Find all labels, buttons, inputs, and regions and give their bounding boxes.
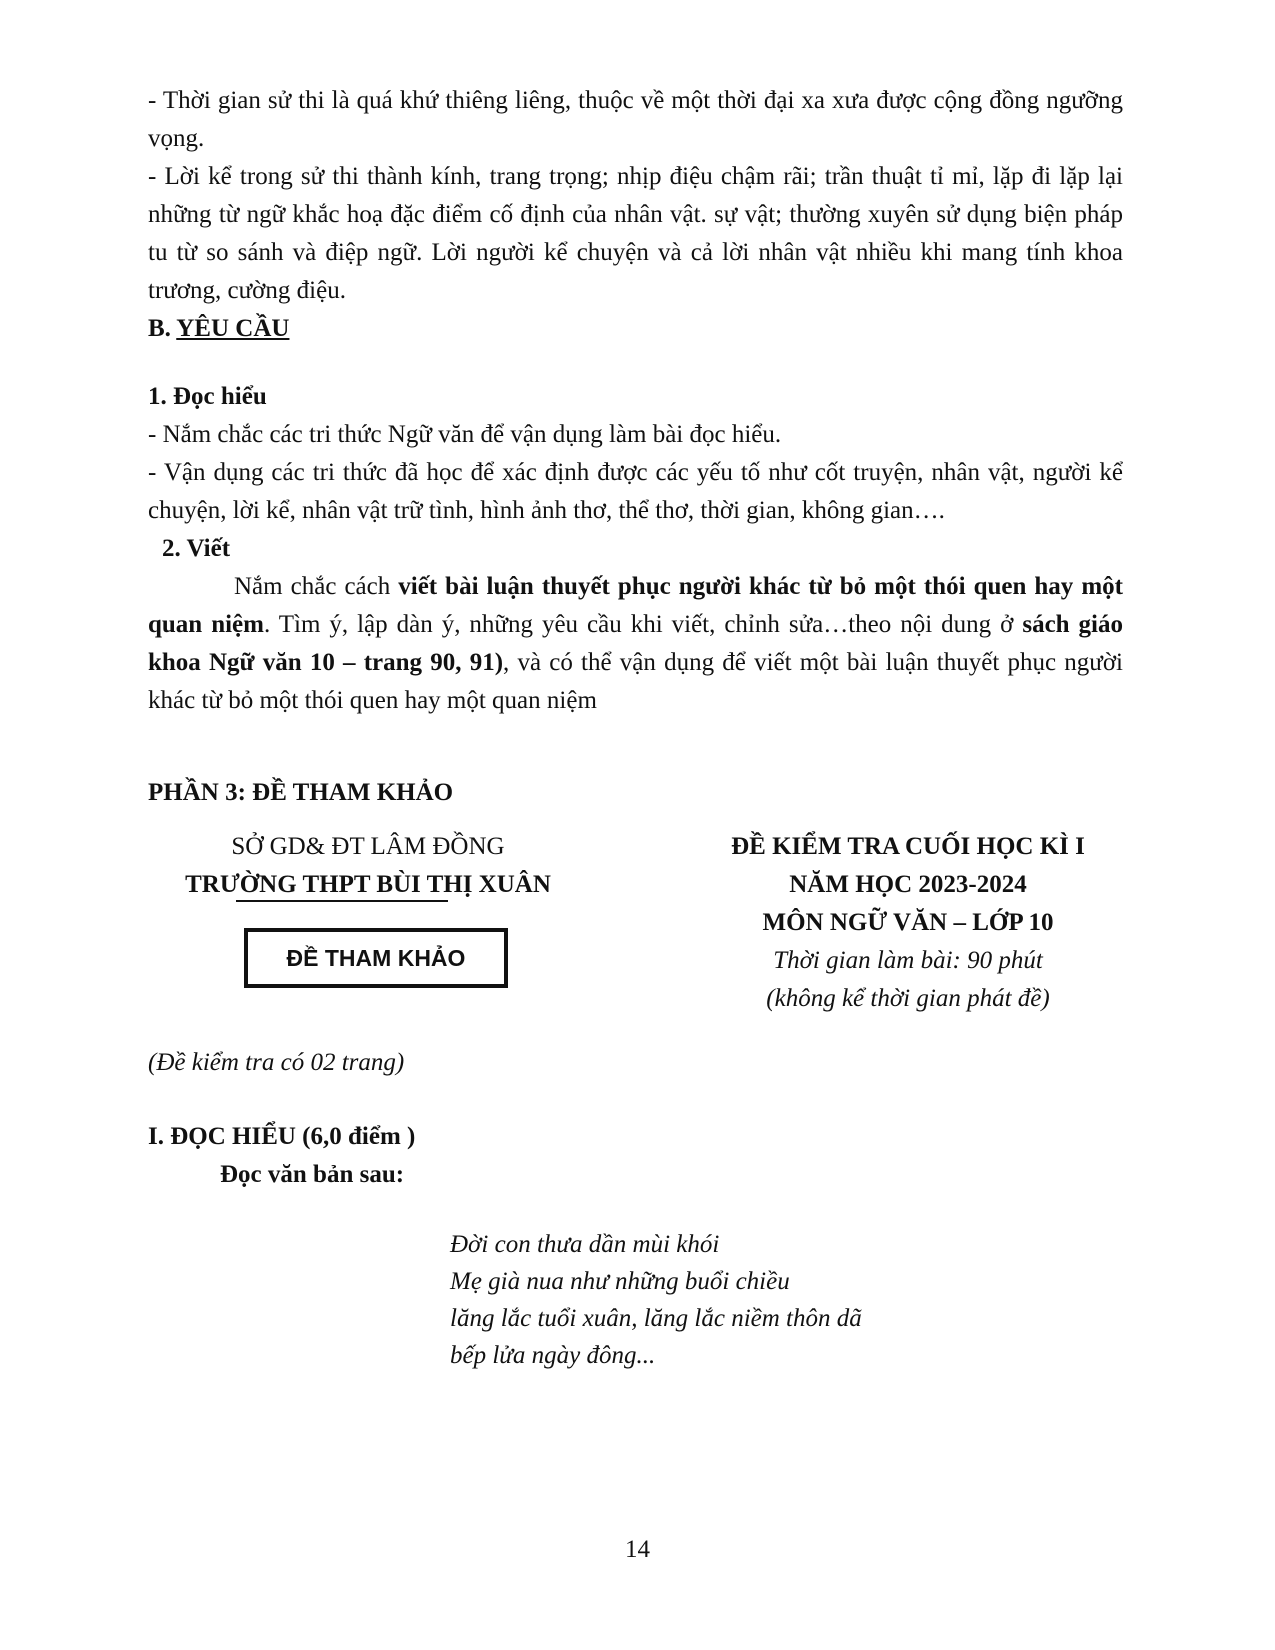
viet-bold-1: viết bài luận thuyết phục người khác từ bỏ một thói quen hay một quan niệm — [148, 573, 1123, 638]
exam-header-left — [148, 828, 588, 971]
exam-duration: Thời gian làm bài: 90 phút — [773, 947, 1043, 974]
viet-text-3: , và có thể vận dụng để viết một bài luận thuyết phục người khác từ bỏ một thói quen hay một quan niệm — [148, 649, 1123, 714]
section-b-prefix: B. — [148, 315, 177, 342]
part-1-heading: I. ĐỌC HIỂU (6,0 điểm ) — [148, 1123, 416, 1150]
subject: MÔN NGỮ VĂN – LỚP 10 — [762, 909, 1054, 936]
school-year: NĂM HỌC 2023-2024 — [789, 871, 1027, 898]
exam-header — [148, 828, 1123, 1044]
section-b-title: YÊU CẦU — [176, 315, 290, 342]
viet-heading: 2. Viết — [162, 535, 231, 562]
school-underline — [236, 900, 448, 902]
school-name: TRƯỜNG THPT BÙI THỊ XUÂN — [185, 871, 551, 898]
page-number: 14 — [625, 1536, 650, 1563]
read-instruction: Đọc văn bản sau: — [220, 1161, 405, 1188]
section-b-heading — [148, 310, 1123, 348]
doc-hieu-paragraph-1: - Nắm chắc các tri thức Ngữ văn để vận dụng làm bài đọc hiểu. — [148, 421, 782, 448]
poem-line: bếp lửa ngày đông... — [450, 1342, 656, 1369]
duration-note: (không kể thời gian phát đề) — [766, 985, 1050, 1012]
intro-paragraph-1: - Thời gian sử thi là quá khứ thiêng liêng, thuộc về một thời đại xa xưa được cộng đồng ngưỡng vọng. — [148, 87, 1123, 152]
poem — [450, 1226, 1123, 1374]
intro-paragraph-2: - Lời kể trong sử thi thành kính, trang trọng; nhịp điệu chậm rãi; trần thuật tỉ mỉ, lặp đi lặp lại những từ ngữ khắc hoạ đặc điểm cố định của nhân vật. sự vật; thường xuyên sử dụng biện pháp tu từ so sánh và điệp ngữ. Lời người kể chuyện và cả lời nhân vật nhiều khi mang tính khoa trương, cường điệu. — [148, 163, 1123, 304]
section-3-title: PHẦN 3: ĐỀ THAM KHẢO — [148, 779, 454, 806]
exam-header-right — [680, 828, 1136, 1018]
doc-hieu-paragraph-2: - Vận dụng các tri thức đã học để xác định được các yếu tố như cốt truyện, nhân vật, người kể chuyện, lời kể, nhân vật trữ tình, hình ảnh thơ, thể thơ, thời gian, không gian…. — [148, 459, 1123, 524]
department-name: SỞ GD& ĐT LÂM ĐỒNG — [231, 833, 505, 860]
viet-bold-2: sách giáo khoa Ngữ văn 10 – trang 90, 91) — [148, 611, 1123, 676]
document-page — [148, 82, 1123, 1374]
poem-line: Đời con thưa dần mùi khói — [450, 1231, 720, 1258]
exam-title: ĐỀ KIỂM TRA CUỐI HỌC KÌ I — [731, 833, 1085, 860]
pages-note: (Đề kiểm tra có 02 trang) — [148, 1049, 405, 1076]
viet-text-2: . Tìm ý, lập dàn ý, những yêu cầu khi viết, chỉnh sửa…theo nội dung ở — [263, 611, 1023, 638]
poem-line: Mẹ già nua như những buổi chiều — [450, 1268, 790, 1295]
viet-paragraph — [148, 568, 1123, 720]
doc-hieu-heading: 1. Đọc hiểu — [148, 383, 267, 410]
poem-line: lăng lắc tuổi xuân, lăng lắc niềm thôn dã — [450, 1305, 862, 1332]
reference-stamp: ĐỀ THAM KHẢO — [244, 928, 508, 988]
viet-text-1: Nắm chắc cách — [234, 573, 399, 600]
